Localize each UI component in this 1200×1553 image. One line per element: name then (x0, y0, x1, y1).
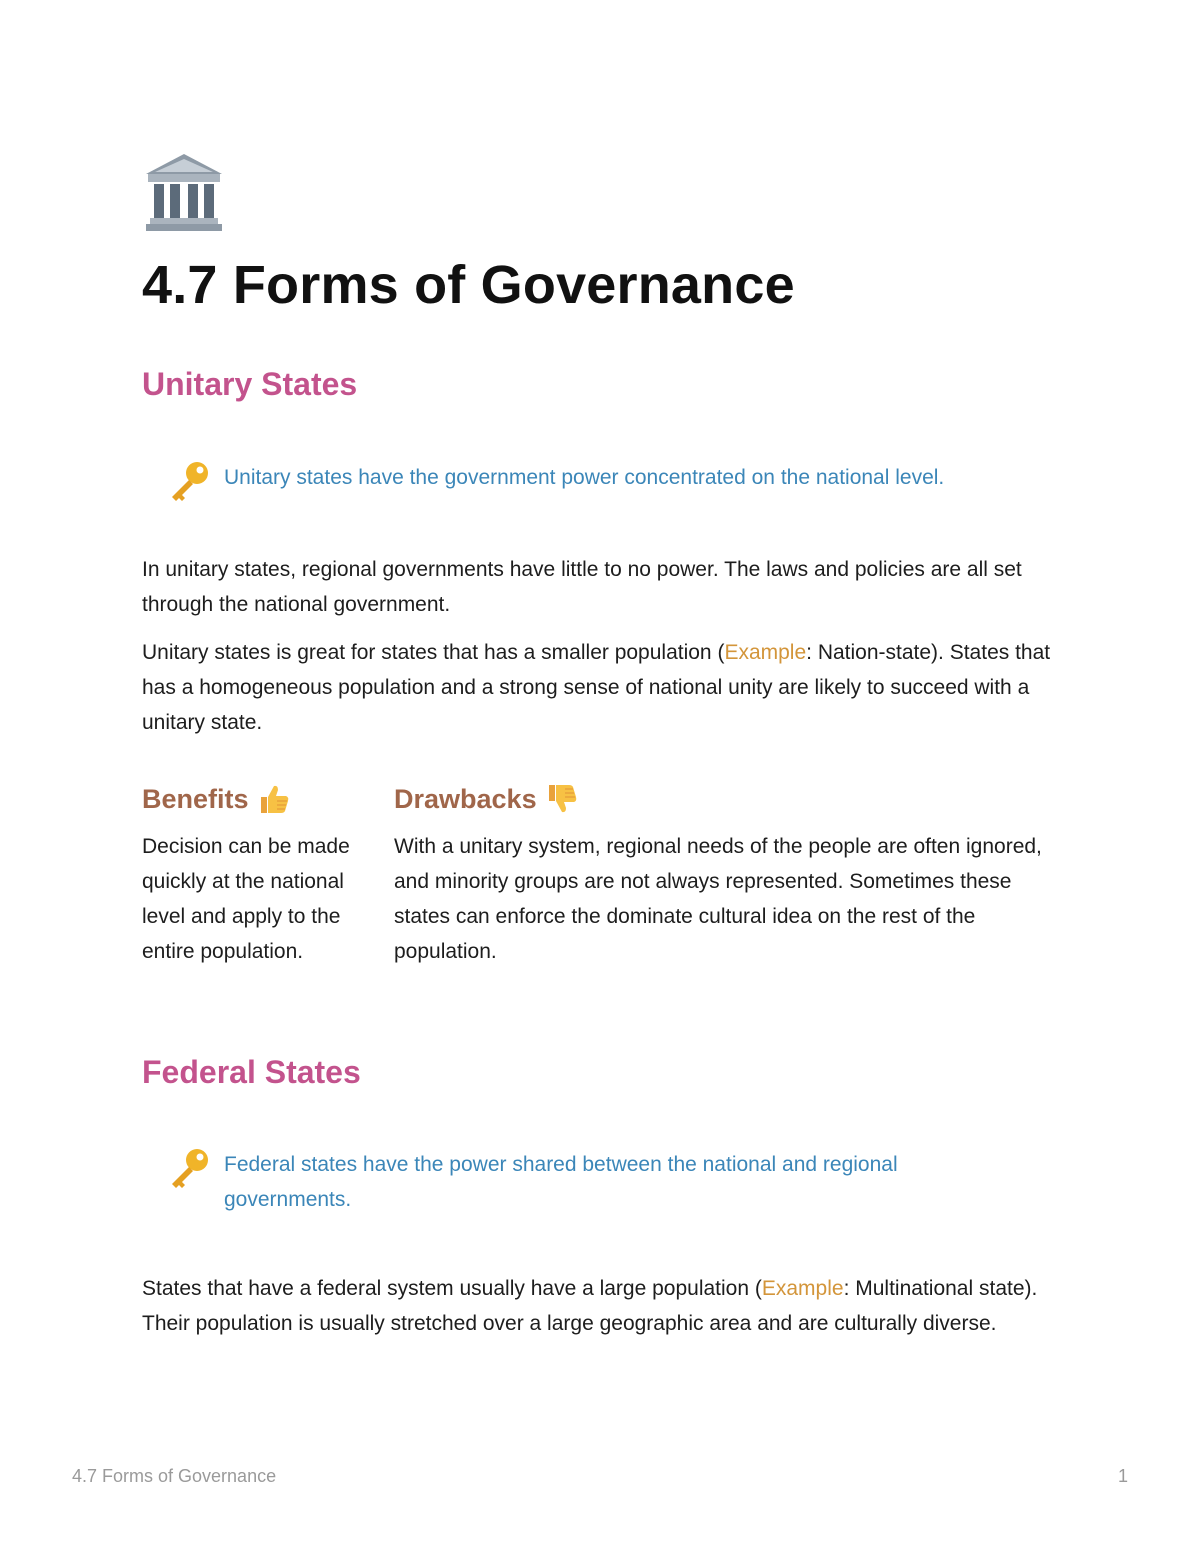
section-heading-federal: Federal States (142, 1054, 361, 1090)
thumbs-up-icon (257, 782, 291, 816)
callout-text: Federal states have the power shared between the national and regional governments. (224, 1153, 898, 1211)
key-icon (166, 1145, 212, 1191)
key-icon (166, 458, 212, 504)
text-run: States that have a federal system usually have a large population ( (142, 1277, 762, 1300)
example-highlight: Example (724, 641, 807, 664)
drawbacks-heading-label: Drawbacks (394, 783, 537, 814)
paragraph: In unitary states, regional governments have little to no power. The laws and policies are all set through the national government. (142, 558, 1022, 616)
benefits-text: Decision can be made quickly at the national level and apply to the entire population. (142, 835, 350, 963)
benefits-heading (142, 782, 291, 816)
example-highlight: Example (761, 1277, 844, 1300)
text-run: Unitary states is great for states that has a smaller population ( (142, 641, 725, 664)
footer-title: 4.7 Forms of Governance (72, 1466, 277, 1486)
callout-text: Unitary states have the government power concentrated on the national level. (224, 466, 945, 489)
thumbs-down-icon (545, 782, 579, 816)
drawbacks-heading (394, 782, 579, 816)
paragraph (142, 1271, 1052, 1341)
drawbacks-text: With a unitary system, regional needs of the people are often ignored, and minority groups are not always represented. Sometimes these states can enforce the dominate cultural idea on the rest of the population. (394, 835, 1042, 963)
callout-federal (166, 1147, 1046, 1217)
section-heading-unitary: Unitary States (142, 366, 358, 402)
text-run: : Nation-state). States that has a homogeneous population and a strong sense of national unity are likely to succeed with a unitary state. (142, 641, 1051, 734)
paragraph (142, 635, 1052, 740)
page-title: 4.7 Forms of Governance (142, 255, 795, 315)
callout-unitary (166, 460, 1046, 504)
text-run: : Multinational state). Their population is usually stretched over a large geographic area and are culturally diverse. (142, 1277, 1038, 1335)
classical-building-icon (142, 150, 226, 234)
benefits-heading-label: Benefits (142, 783, 249, 814)
page-number: 1 (1118, 1466, 1129, 1486)
